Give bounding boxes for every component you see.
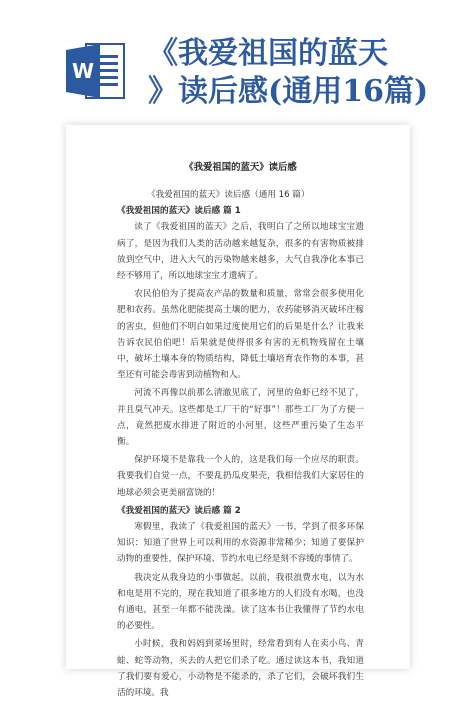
- paragraph: 寒假里，我读了《我爱祖国的蓝天》一书，学到了很多环保知识：知道了世界上可以利用的水资源非常稀少；知道了要保护动物的重要性，保护环境、节约水电已经是刻不容缓的事情了。: [117, 522, 364, 565]
- paragraph: 我决定从我身边的小事做起。以前，我很浪费水电，以为水和电是用不完的，现在我知道了很多地方的人们没有水喝，也没有通电，甚至一年都不能洗澡。读了这本书让我懂得了节约水电的必要性。: [117, 572, 364, 632]
- paragraph: 读了《我爱祖国的蓝天》之后，我明白了之所以地球宝宝遗病了，是因为我们人类的活动越来越复杂，很多的有害物质被排放到空气中，进入大气的污染物越来越多，大气自我净化本事已经不够用了，所以地球宝宝才遗病了。: [117, 222, 364, 282]
- header-banner: [0, 0, 474, 112]
- paragraph: 保护环境不是靠我一个人的，这是我们每一个应尽的职责。我要我们自觉一点，不要乱扔瓜皮果壳，我相信我们大家居住的地球必须会更美丽富饶的！: [117, 455, 364, 498]
- section-heading-2: 《我爱祖国的蓝天》读后感 篇 2: [117, 505, 241, 516]
- word-logo-letter: W: [71, 59, 95, 83]
- section-heading-1: 《我爱祖国的蓝天》读后感 篇 1: [117, 206, 241, 217]
- document-title: 《我爱祖国的蓝天》读后感: [184, 162, 297, 173]
- paragraph: 小时候，我和妈妈到菜场里时，经常看到有人在卖小鸟、青蛙、蛇等动物，买去的人把它们杀了吃。通过读这本书，我知道了我们要有爱心，小动物是不能杀的，杀了它们，会破坏我们生活的环境。我: [117, 639, 364, 699]
- document-subtitle: 《我爱祖国的蓝天》读后感（通用 16 篇）: [147, 190, 310, 200]
- paragraph: 农民伯伯为了提高农产品的数量和质量，常常会很多使用化肥和农药。虽然化肥能提高土壤的肥力，农药能够消灭破坏庄稼的害虫，但他们不明白如果过度使用它们的后果是什么？让我来告诉农民伯伯吧！后果就是使得很多有害的无机物残留在土壤中，破坏土壤本身的物质结构，降低土壤培育农作物的本事，甚至还有可能会毒害到动植物和人。: [117, 289, 364, 381]
- page-title-line-2: 》读后感(通用16篇): [148, 74, 429, 109]
- paragraph: 河流不再像以前那么清澈见底了，河里的鱼虾已经不见了，并且臭气冲天。这些都是工厂干的“好事”！那些工厂为了方便一点，竟然把废水排进了附近的小河里，这些严重污染了生态平衡。: [117, 388, 364, 448]
- document-content: [117, 160, 364, 703]
- page-title-line-1: 《我爱祖国的蓝天: [148, 36, 388, 71]
- word-document-icon: [64, 40, 126, 102]
